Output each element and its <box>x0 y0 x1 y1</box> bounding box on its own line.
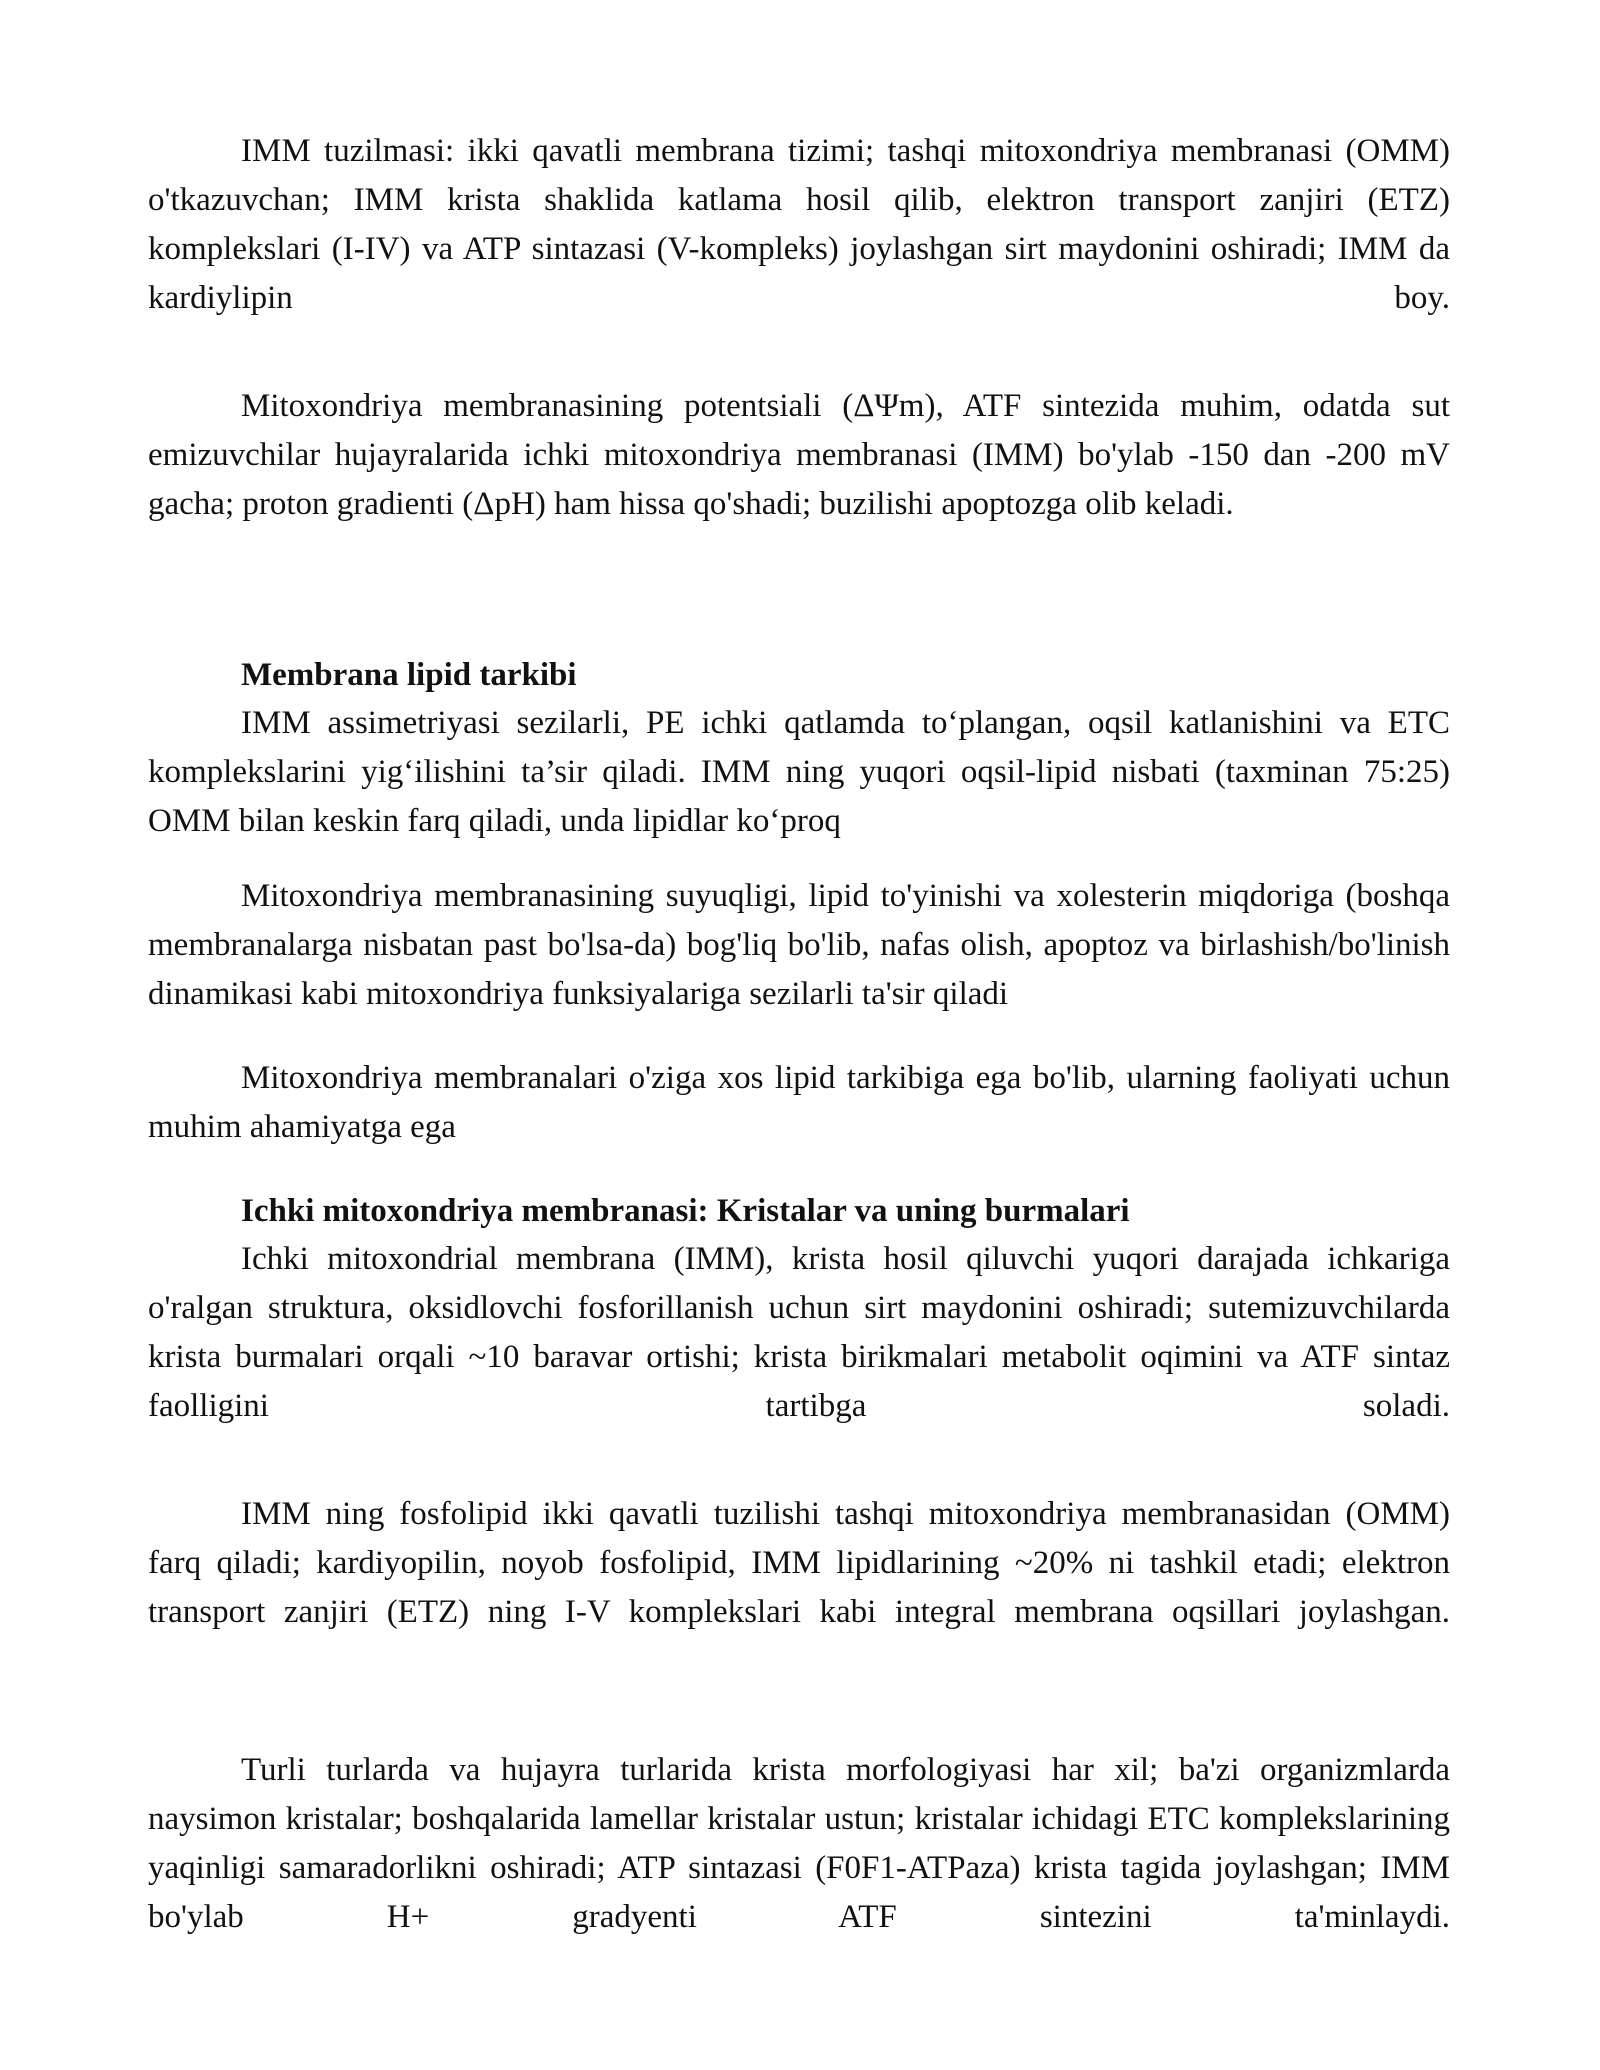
paragraph-inner-membrane-cristae: Ichki mitoxondrial membrana (IMM), krista hosil qiluvchi yuqori darajada ichkariga o'ralgan struktura, oksidlovchi fosforillanish uchun sirt maydonini oshiradi; sutemizuvchilarda krista burmalari orqali ~10 baravar ortishi; krista birikmalari metabolit oqimini va ATF sintaz faolligini tartibga soladi. <box>148 1241 1450 1424</box>
paragraph-cristae-morphology: Turli turlarda va hujayra turlarida krista morfologiyasi har xil; ba'zi organizmlarda naysimon kristalar; boshqalarida lamellar kristalar ustun; kristalar ichidagi ETC komplekslarining yaqinligi samaradorlikni oshiradi; ATP sintazasi (F0F1-ATPaza) krista tagida joylashgan; IMM bo'ylab H+ gradyenti ATF sintezini ta'minlaydi. <box>148 1752 1450 1935</box>
heading-lipid-composition: Membrana lipid tarkibi <box>241 657 577 693</box>
paragraph-imm-asymmetry: IMM assimetriyasi sezilarli, PE ichki qatlamda to‘plangan, oqsil katlanishini va ETC komplekslarini yig‘ilishini ta’sir qiladi. IMM ning yuqori oqsil-lipid nisbati (taxminan 75:25) OMM bilan keskin farq qiladi, unda lipidlar ko‘proq <box>148 705 1450 839</box>
paragraph-membrane-fluidity: Mitoxondriya membranasining suyuqligi, lipid to'yinishi va xolesterin miqdoriga (boshqa membranalarga nisbatan past bo'lsa-da) bog'liq bo'lib, nafas olish, apoptoz va birlashish/bo'linish dinamikasi kabi mitoxondriya funksiyalariga sezilarli ta'sir qiladi <box>148 878 1450 1012</box>
paragraph-membrane-potential: Mitoxondriya membranasining potentsiali (ΔΨm), ATF sintezida muhim, odatda sut emizuvchilar hujayralarida ichki mitoxondriya membranasi (IMM) bo'ylab -150 dan -200 mV gacha; proton gradienti (ΔpH) ham hissa qo'shadi; buzilishi apoptozga olib keladi. <box>148 388 1450 522</box>
paragraph-phospholipid-bilayer: IMM ning fosfolipid ikki qavatli tuzilishi tashqi mitoxondriya membranasidan (OMM) farq qiladi; kardiyopilin, noyob fosfolipid, IMM lipidlarining ~20% ni tashkil etadi; elektron transport zanjiri (ETZ) ning I-V komplekslari kabi integral membrana oqsillari joylashgan. <box>148 1496 1450 1630</box>
heading-cristae: Ichki mitoxondriya membranasi: Kristalar va uning burmalari <box>241 1193 1130 1229</box>
paragraph-lipid-importance: Mitoxondriya membranalari o'ziga xos lipid tarkibiga ega bo'lib, ularning faoliyati uchun muhim ahamiyatga ega <box>148 1060 1450 1145</box>
paragraph-imm-structure: IMM tuzilmasi: ikki qavatli membrana tizimi; tashqi mitoxondriya membranasi (OMM) o'tkazuvchan; IMM krista shaklida katlama hosil qilib, elektron transport zanjiri (ETZ) komplekslari (I-IV) va ATP sintazasi (V-kompleks) joylashgan sirt maydonini oshiradi; IMM da kardiylipin boy. <box>148 133 1450 316</box>
